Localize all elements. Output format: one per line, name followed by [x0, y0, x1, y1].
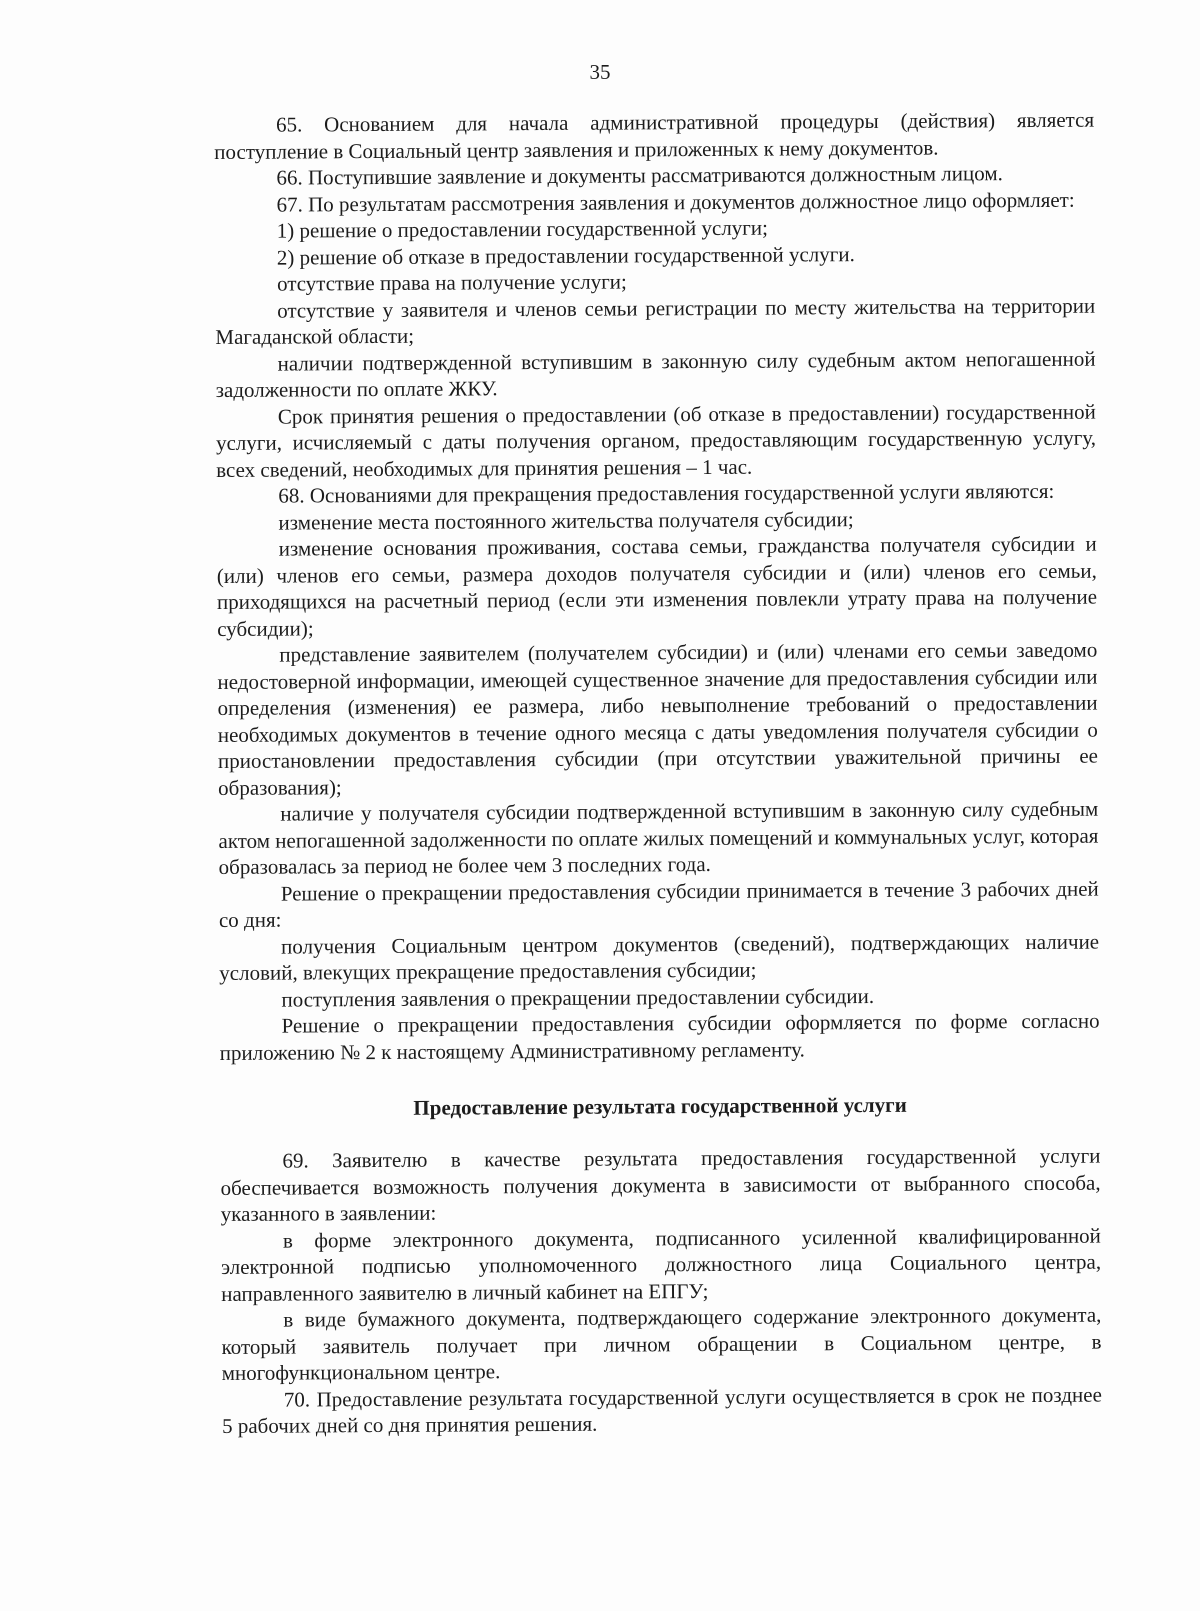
termination-decision-form: Решение о прекращении предоставления субсидии оформляется по форме согласно приложению № 2 к настоящему Административному регламенту. — [219, 1008, 1100, 1065]
refusal-ground-no-right: отсутствие права на получение услуги; — [276, 269, 627, 296]
paragraph-66: 66. Поступившие заявление и документы рассматриваются должностным лицом. — [276, 161, 1003, 190]
paragraph-69: 69. Заявителю в качестве результата предоставления государственной услуги обеспечивается возможность получения документа в зависимости от выбранного способа, указанного в заявлении: — [220, 1143, 1101, 1226]
section-heading: Предоставление результата государственной услуги — [413, 1092, 907, 1120]
refusal-ground-debt: наличии подтвержденной вступившим в законную силу судебным актом непогашенной задолженности по оплате ЖКУ. — [215, 346, 1096, 402]
termination-ground-residence: изменение места постоянного жительства получателя субсидии; — [278, 506, 854, 535]
document-body — [214, 107, 1102, 1440]
page-number: 35 — [589, 60, 611, 84]
termination-ground-changes: изменение основания проживания, состава семьи, гражданства получателя субсидии и (или) членов его семьи, размера доходов получателя субсидии и (или) членов его семьи, приходящихся на расчетный период (если эти изменения повлекли утрату права на получение субсидии); — [216, 531, 1098, 641]
paragraph-65: 65. Основанием для начала административной процедуры (действия) является поступление в Социальный центр заявления и приложенных к нему документов. — [214, 107, 1095, 164]
decision-deadline-paragraph: Срок принятия решения о предоставлении (об отказе в предоставлении) государственной услуги, исчисляемый с даты получения органом, предоставляющим государственную услугу, всех сведений, необходимых для принятия решения – 1 час. — [215, 399, 1097, 482]
result-electronic-document: в форме электронного документа, подписанного усиленной квалифицированной электронной подписью уполномоченного должностного лица Социального центра, направленного заявителю в личный кабинет на ЕПГУ; — [220, 1223, 1102, 1306]
paragraph-67: 67. По результатам рассмотрения заявления и документов должностное лицо оформляет: — [276, 187, 1075, 217]
paragraph-70: 70. Предоставление результата государственной услуги осуществляется в срок не позднее 5 рабочих дней со дня принятия решения. — [221, 1382, 1102, 1438]
termination-ground-debt: наличие у получателя субсидии подтвержденной вступившим в законную силу судебным актом непогашенной задолженности по оплате жилых помещений и коммунальных услуг, которая образовалась за период не более чем 3 последних года. — [218, 796, 1099, 879]
refusal-ground-no-registration: отсутствие у заявителя и членов семьи регистрации по месту жительства на территории Магаданской области; — [215, 293, 1096, 349]
termination-condition-documents: получения Социальным центром документов (сведений), подтверждающих наличие условий, влекущих прекращение предоставления субсидии; — [219, 929, 1100, 985]
termination-decision-term: Решение о прекращении предоставления субсидии принимается в течение 3 рабочих дней со дня: — [218, 876, 1099, 932]
termination-condition-application: поступления заявления о прекращении предоставлении субсидии. — [281, 983, 875, 1012]
result-paper-document: в виде бумажного документа, подтверждающего содержание электронного документа, который заявитель получает при личном обращении в Социальном центре, в многофункциональном центре. — [221, 1302, 1102, 1385]
termination-ground-false-info: представление заявителем (получателем субсидии) и (или) членами его семьи заведомо недостоверной информации, имеющей существенное значение для предоставления субсидии или определения (изменения) ее размера, либо невыполнение требований о предоставлении необходимых документов в течение одного месяца с даты уведомления получателя субсидии о приостановлении предоставления субсидии (при отсутствии уважительной причины ее образования); — [217, 637, 1099, 800]
list-item-decision-grant: 1) решение о предоставлении государственной услуги; — [276, 215, 769, 243]
paragraph-68: 68. Основаниями для прекращения предоставления государственной услуги являются: — [278, 478, 1055, 508]
list-item-decision-refusal: 2) решение об отказе в предоставлении государственной услуги. — [276, 241, 855, 270]
